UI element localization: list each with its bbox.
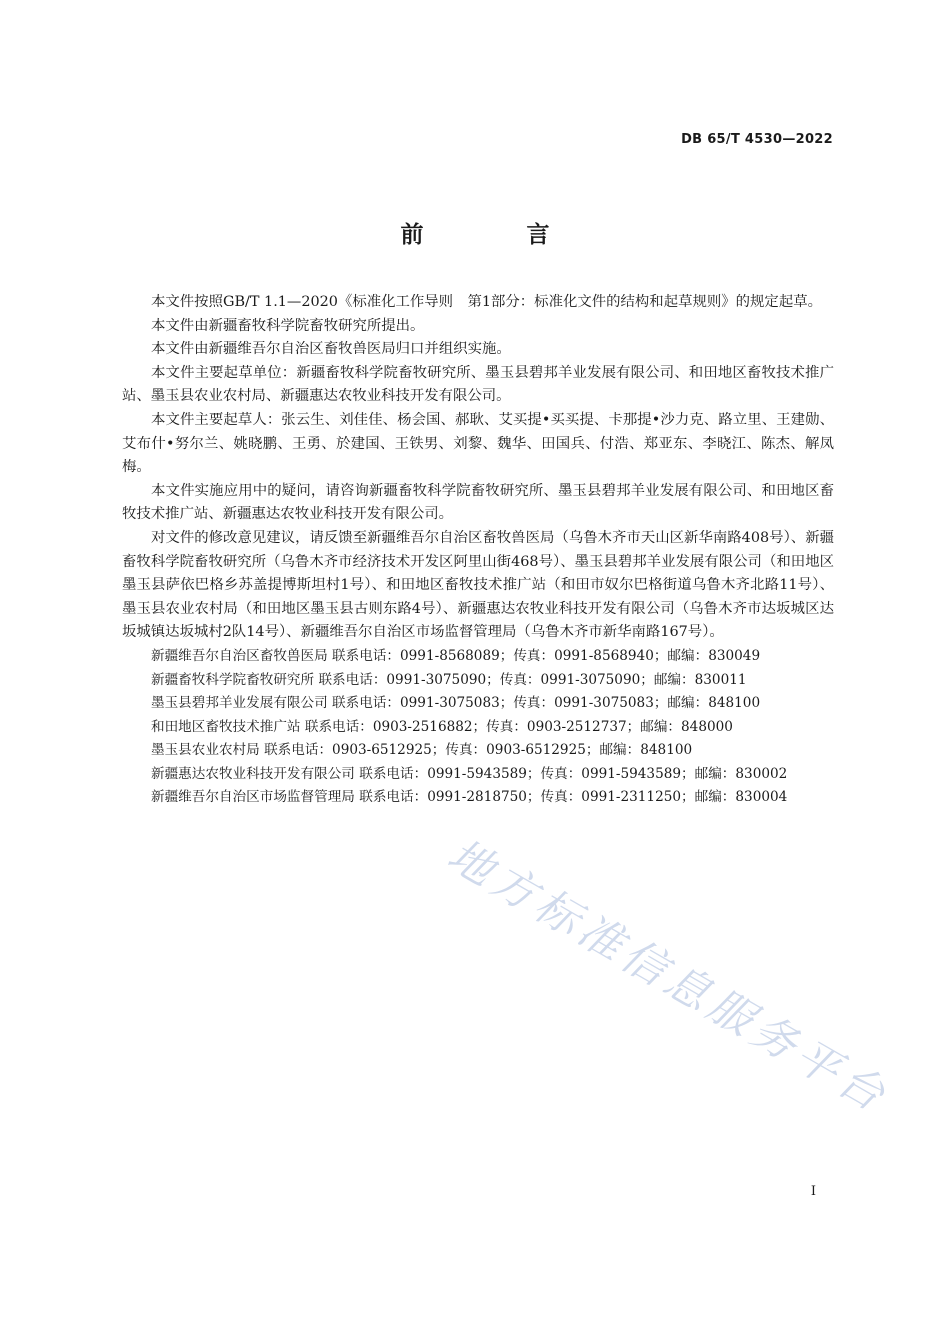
contact-line: 墨玉县碧邦羊业发展有限公司 联系电话：0991-3075083；传真：0991-3075083；邮编：848100 — [151, 695, 761, 712]
watermark: 地方标准信息服务平台 — [439, 829, 898, 1124]
paragraph-drafters: 本文件主要起草人：张云生、刘佳佳、杨会国、郝耿、艾买提•买买提、卡那提•沙力克、路立里、王建勋、艾布什•努尔兰、姚晓鹏、王勇、於建国、王铁男、刘黎、魏华、田国兵、付浩、郑亚东、李晓江、陈杰、解凤梅。 — [122, 411, 834, 476]
page-title: 前 言 — [400, 222, 590, 248]
contact-line: 和田地区畜牧技术推广站 联系电话：0903-2516882；传真：0903-2512737；邮编：848000 — [151, 718, 733, 735]
page-number: I — [810, 1184, 816, 1199]
paragraph-feedback: 对文件的修改意见建议，请反馈至新疆维吾尔自治区畜牧兽医局（乌鲁木齐市天山区新华南路408号）、新疆畜牧科学院畜牧研究所（乌鲁木齐市经济技术开发区阿里山街468号）、墨玉县碧邦羊业发展有限公司（和田地区墨玉县萨依巴格乡苏盖提博斯坦村1号）、和田地区畜牧技术推广站（和田市奴尔巴格街道乌鲁木齐北路11号）、墨玉县农业农村局（和田地区墨玉县古则东路4号）、新疆惠达农牧业科技开发有限公司（乌鲁木齐市达坂城区达坂城镇达坂城村2队14号）、新疆维吾尔自治区市场监督管理局（乌鲁木齐市新华南路167号）。 — [122, 529, 834, 641]
contact-line: 新疆畜牧科学院畜牧研究所 联系电话：0991-3075090；传真：0991-3075090；邮编：830011 — [151, 671, 747, 688]
paragraph-administrator: 本文件由新疆维吾尔自治区畜牧兽医局归口并组织实施。 — [151, 341, 511, 358]
contact-line: 新疆维吾尔自治区畜牧兽医局 联系电话：0991-8568089；传真：0991-8568940；邮编：830049 — [151, 647, 761, 664]
paragraph-drafting-rules: 本文件按照GB/T 1.1—2020《标准化工作导则 第1部分：标准化文件的结构和起草规则》的规定起草。 — [151, 294, 822, 310]
contact-list — [122, 645, 834, 810]
paragraph-proposer: 本文件由新疆畜牧科学院畜牧研究所提出。 — [151, 317, 425, 334]
contact-line: 墨玉县农业农村局 联系电话：0903-6512925；传真：0903-6512925；邮编：848100 — [151, 742, 693, 759]
foreword-body — [122, 291, 834, 810]
contact-line: 新疆惠达农牧业科技开发有限公司 联系电话：0991-5943589；传真：0991-5943589；邮编：830002 — [151, 765, 788, 782]
document-code: DB 65/T 4530—2022 — [681, 132, 833, 147]
paragraph-drafting-units: 本文件主要起草单位：新疆畜牧科学院畜牧研究所、墨玉县碧邦羊业发展有限公司、和田地区畜牧技术推广站、墨玉县农业农村局、新疆惠达农牧业科技开发有限公司。 — [122, 364, 834, 405]
paragraph-inquiries: 本文件实施应用中的疑问，请咨询新疆畜牧科学院畜牧研究所、墨玉县碧邦羊业发展有限公司、和田地区畜牧技术推广站、新疆惠达农牧业科技开发有限公司。 — [122, 482, 834, 523]
contact-line: 新疆维吾尔自治区市场监督管理局 联系电话：0991-2818750；传真：0991-2311250；邮编：830004 — [151, 789, 788, 806]
